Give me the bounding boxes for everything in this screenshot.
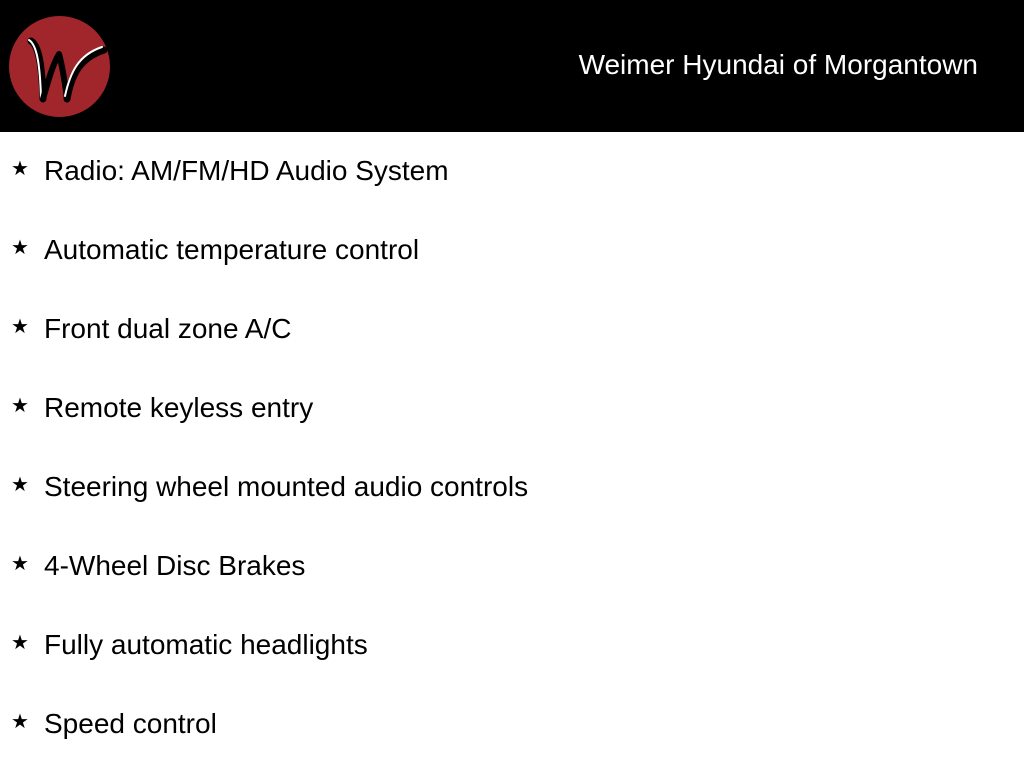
star-icon: ★ <box>11 709 29 733</box>
feature-label: 4-Wheel Disc Brakes <box>44 550 306 581</box>
list-item <box>0 448 1024 527</box>
star-icon: ★ <box>11 156 29 180</box>
feature-label: Steering wheel mounted audio controls <box>44 471 529 502</box>
list-item <box>0 290 1024 369</box>
w-monogram-logo-icon <box>9 16 110 117</box>
list-item <box>0 211 1024 290</box>
list-item <box>0 132 1024 211</box>
star-icon: ★ <box>11 393 29 417</box>
feature-label: Front dual zone A/C <box>44 313 292 344</box>
star-icon: ★ <box>11 314 29 338</box>
list-item <box>0 685 1024 764</box>
list-item <box>0 527 1024 606</box>
dealer-name: Weimer Hyundai of Morgantown <box>578 49 978 80</box>
list-item <box>0 369 1024 448</box>
list-item <box>0 606 1024 685</box>
star-icon: ★ <box>11 472 29 496</box>
feature-label: Fully automatic headlights <box>44 629 368 660</box>
header-bar <box>0 0 1024 132</box>
star-icon: ★ <box>11 235 29 259</box>
star-icon: ★ <box>11 630 29 654</box>
feature-label: Speed control <box>44 708 217 739</box>
feature-label: Remote keyless entry <box>44 392 314 423</box>
star-icon: ★ <box>11 551 29 575</box>
feature-list <box>0 132 1024 764</box>
feature-label: Radio: AM/FM/HD Audio System <box>44 155 449 186</box>
feature-label: Automatic temperature control <box>44 234 420 265</box>
